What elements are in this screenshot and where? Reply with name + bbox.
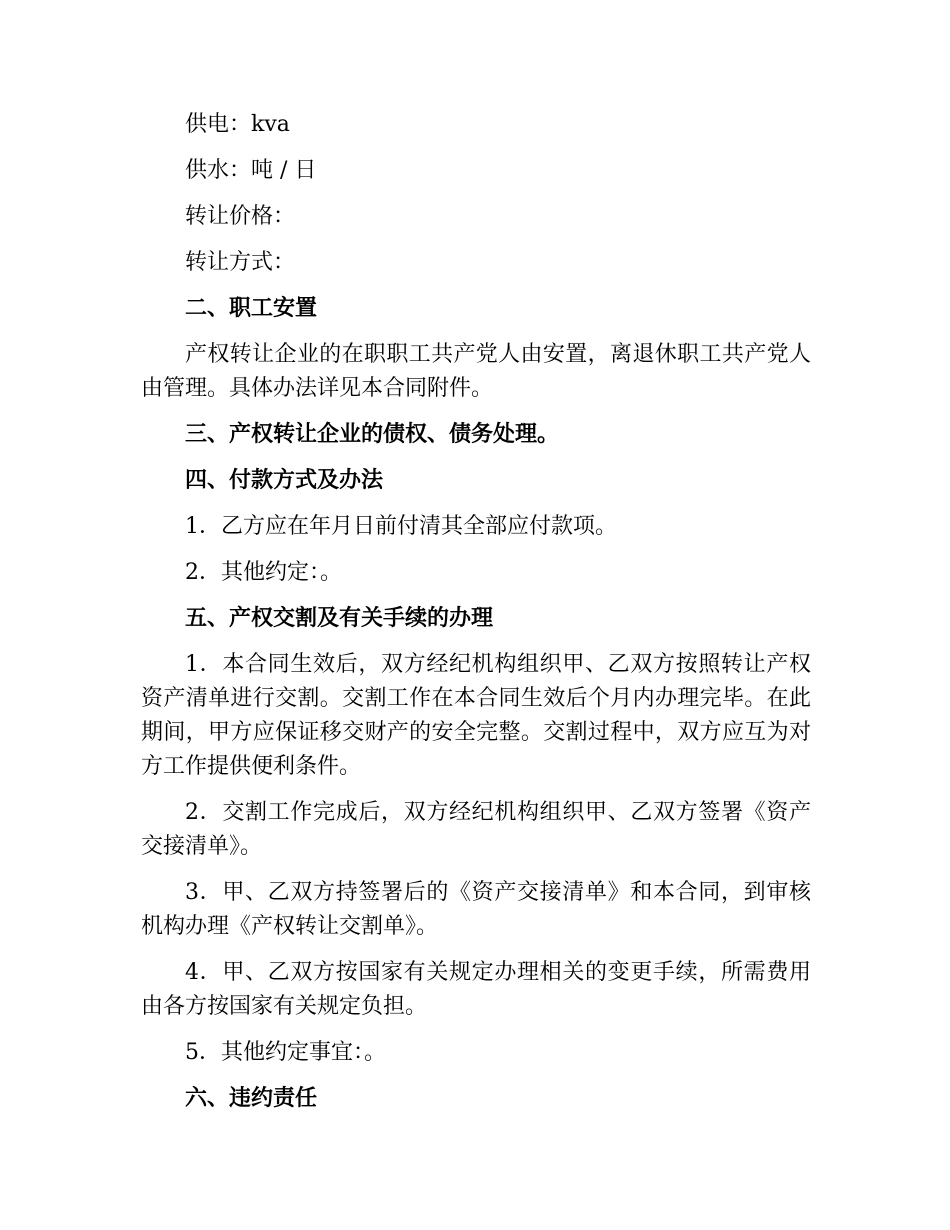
section-6-heading: 六、违约责任 (185, 1086, 318, 1111)
section-4-item-1: 1．乙方应在年月日前付清其全部应付款项。 (185, 514, 617, 539)
section-4-heading: 四、付款方式及办法 (185, 468, 384, 493)
section-3-heading: 三、产权转让企业的债权、债务处理。 (185, 422, 560, 447)
section-4-item-2: 2．其他约定：。 (185, 560, 342, 585)
power-supply-line: 供电：kva (185, 112, 290, 137)
section-2-paragraph: 产权转让企业的在职职工共产党人由安置，离退休职工共产党人由管理。具体办法详见本合同附件。 (141, 342, 811, 401)
section-5-item-2: 2．交割工作完成后，双方经纪机构组织甲、乙双方签署《资产交接清单》。 (141, 800, 811, 859)
section-5-item-4: 4．甲、乙双方按国家有关规定办理相关的变更手续，所需费用由各方按国家有关规定负担。 (141, 960, 811, 1019)
section-5-item-3: 3．甲、乙双方持签署后的《资产交接清单》和本合同，到审核机构办理《产权转让交割单》。 (141, 880, 811, 939)
document-body (141, 108, 811, 1128)
transfer-price-line: 转让价格： (185, 204, 296, 229)
section-5-item-1: 1．本合同生效后，双方经纪机构组织甲、乙双方按照转让产权资产清单进行交割。交割工作在本合同生效后个月内办理完毕。在此期间，甲方应保证移交财产的安全完整。交割过程中，双方应互为对方工作提供便利条件。 (141, 652, 811, 779)
transfer-method-line: 转让方式： (185, 250, 296, 275)
section-2-heading: 二、职工安置 (185, 296, 318, 321)
water-supply-line: 供水：吨 / 日 (185, 158, 317, 183)
section-5-heading: 五、产权交割及有关手续的办理 (185, 606, 494, 631)
section-5-item-5: 5．其他约定事宜：。 (185, 1040, 386, 1065)
